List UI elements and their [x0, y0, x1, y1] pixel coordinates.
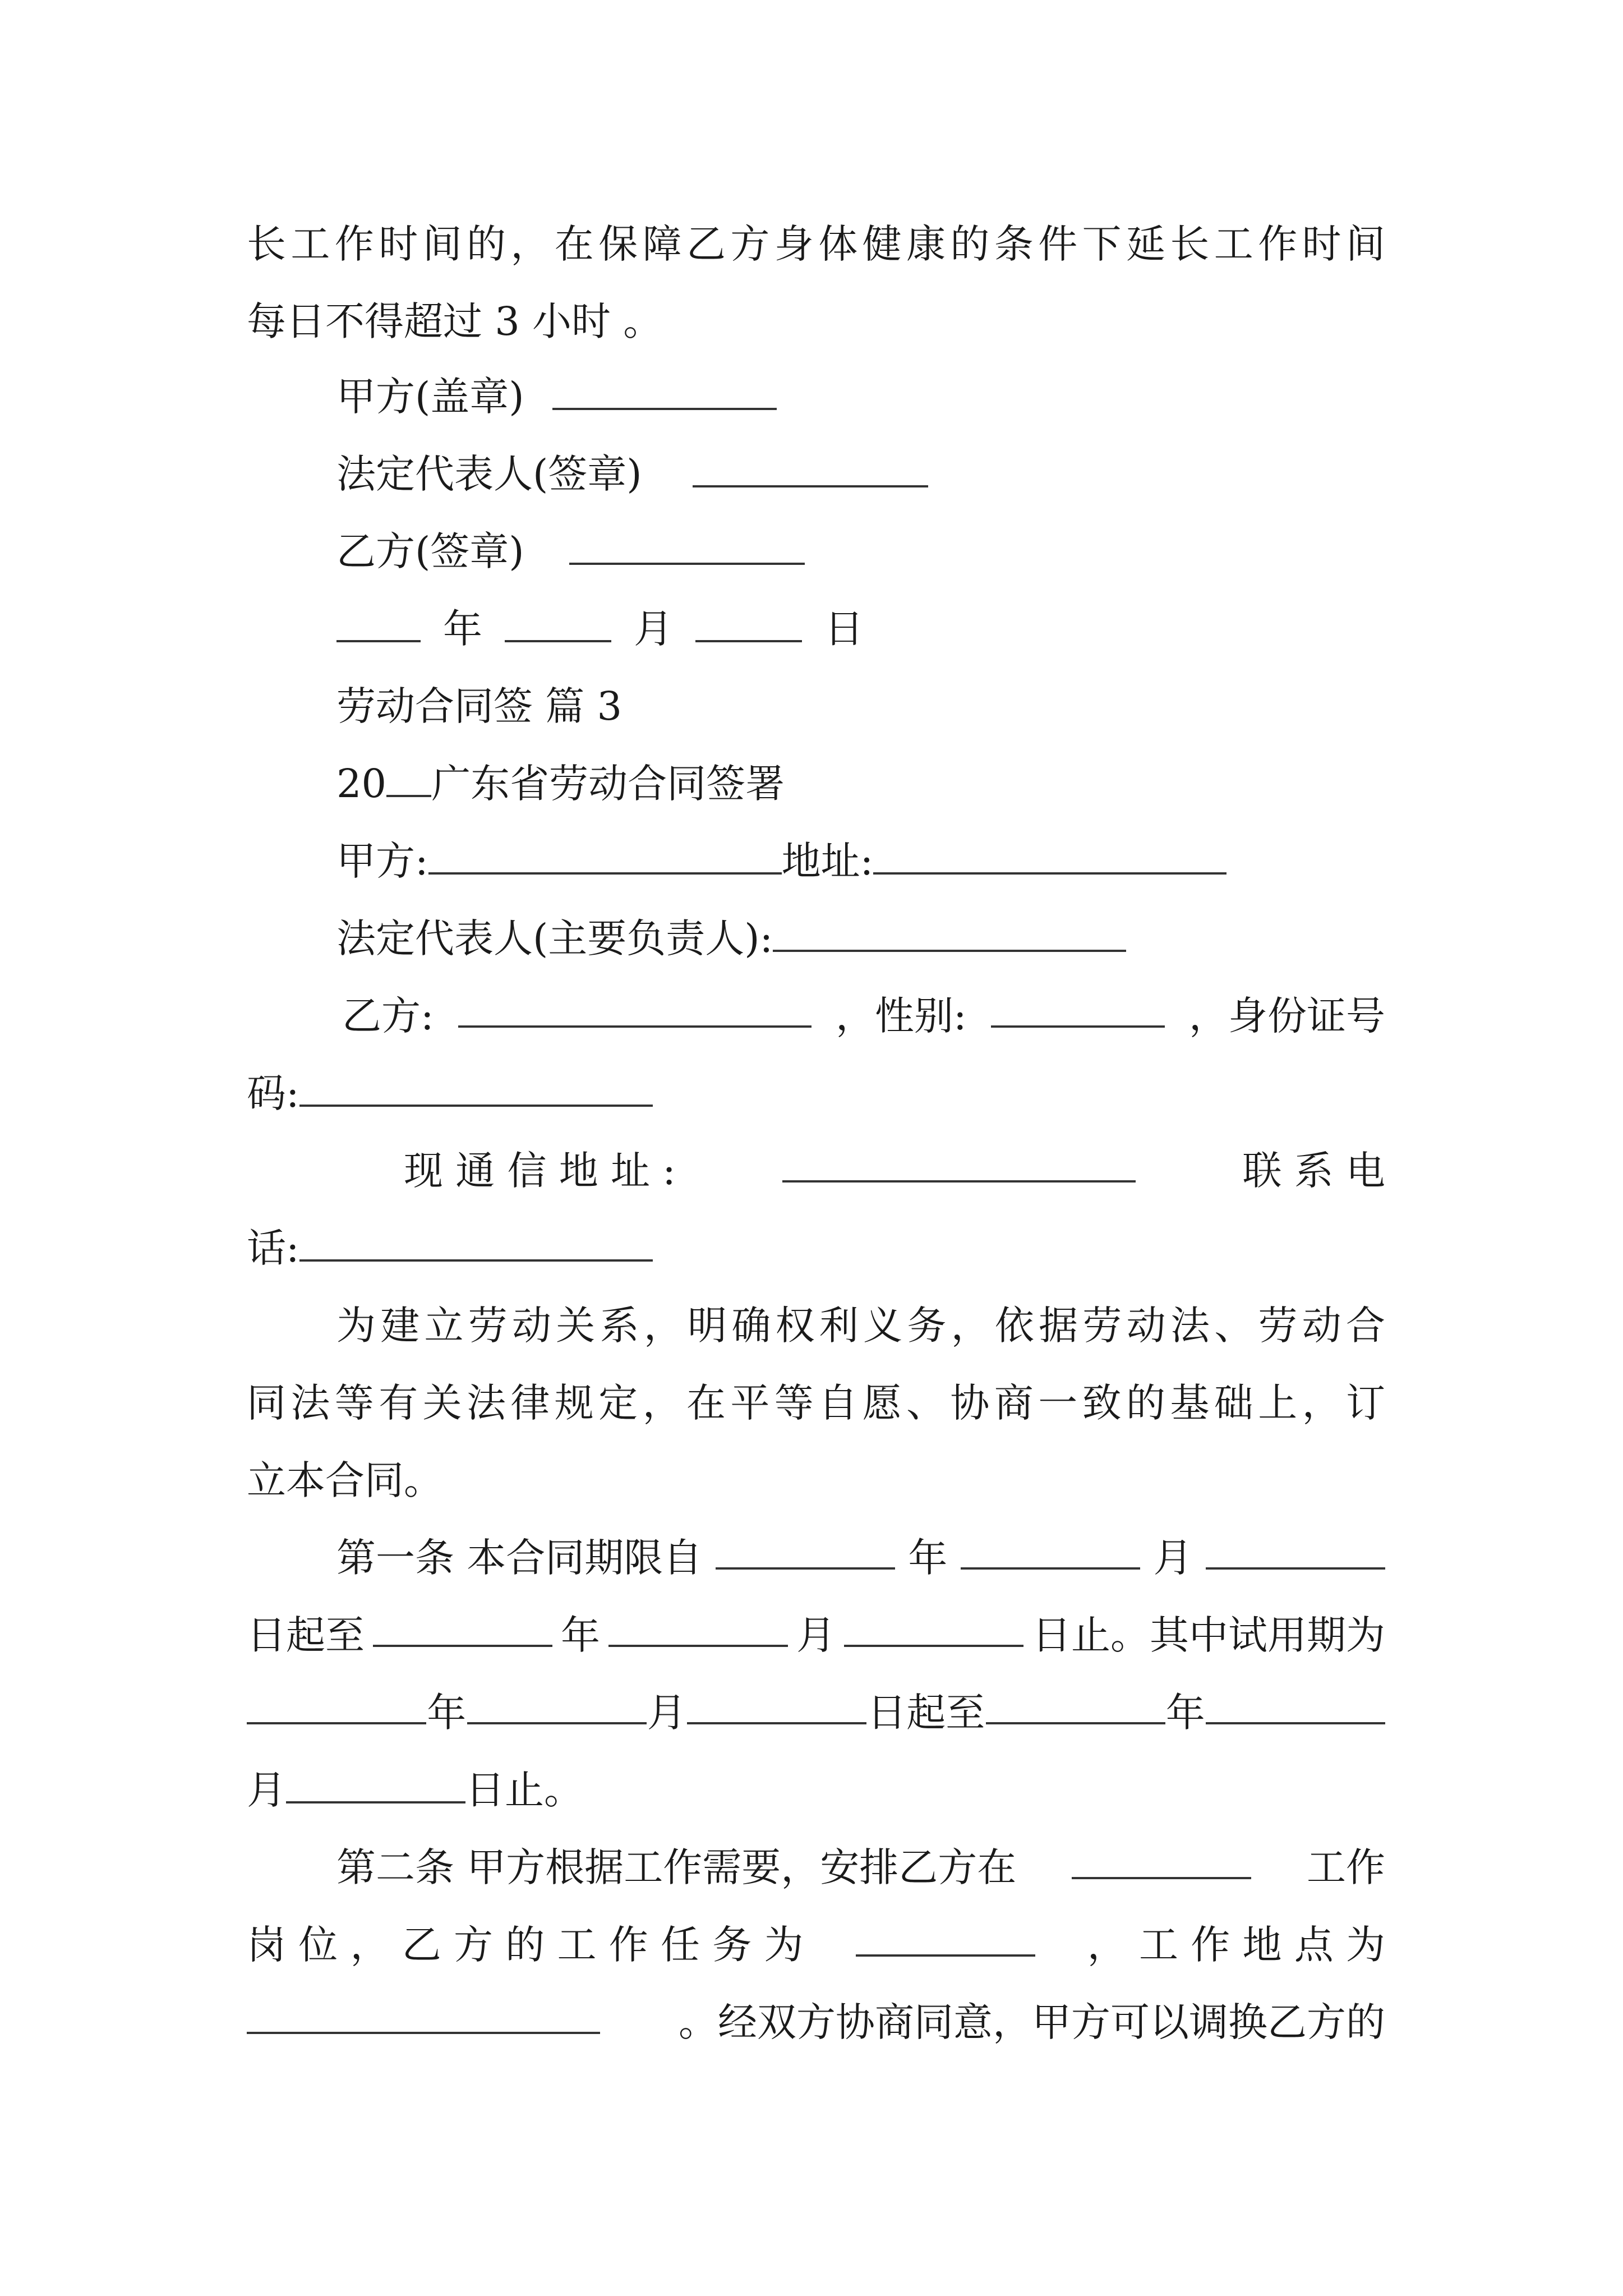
party-a-label: 甲方:: [336, 838, 428, 884]
article-1-line: [247, 1687, 1385, 1738]
blank-field: [1206, 1533, 1385, 1570]
signature-label: 甲方(盖章): [336, 374, 524, 420]
month-label: 月: [1153, 1535, 1193, 1581]
article-2-line: [247, 1920, 1385, 1970]
blank-field: [716, 1533, 895, 1570]
legal-rep-line: [336, 913, 1126, 964]
blank-field: [961, 1533, 1140, 1570]
id-number-label: ，身份证号: [1189, 993, 1385, 1039]
phone-label: 联 系 电: [1242, 1148, 1385, 1194]
signature-party-a: [336, 371, 777, 422]
party-b-label: 乙方:: [342, 993, 434, 1039]
blank-field: [693, 450, 928, 487]
blank-field: [373, 1610, 552, 1647]
year-label: 年: [1165, 1690, 1205, 1736]
article-2-line: [336, 1842, 1385, 1893]
id-number-cont: [247, 1068, 653, 1119]
blank-field: [991, 991, 1165, 1028]
end-label: 日止。: [465, 1767, 583, 1813]
date-line: [336, 604, 864, 654]
blank-field: [505, 605, 611, 642]
phone-cont: [247, 1223, 653, 1273]
blank-field: [467, 1687, 647, 1724]
blank-field: [552, 373, 777, 410]
article-2-line: [247, 1997, 1385, 2047]
from-label: 日起至: [247, 1612, 365, 1658]
from-label: 日起至: [867, 1690, 985, 1736]
agreement-text: 。经双方协商同意，甲方可以调换乙方的: [679, 1999, 1385, 2045]
blank-field: [386, 760, 431, 797]
party-a-line: [336, 836, 1227, 886]
blank-field: [844, 1610, 1023, 1647]
signature-label: 法定代表人(签章): [336, 451, 642, 497]
month-label: 月: [247, 1767, 286, 1813]
signature-label: 乙方(签章): [336, 528, 524, 574]
blank-field: [569, 528, 805, 565]
blank-field: [608, 1610, 788, 1647]
section-heading: 劳动合同签 篇 3: [336, 683, 623, 729]
party-b-line: [342, 991, 1385, 1041]
blank-field: [873, 838, 1227, 875]
month-label: 月: [647, 1690, 686, 1736]
blank-field: [299, 1070, 653, 1107]
blank-field: [247, 1687, 426, 1724]
subtitle-prefix: 20: [336, 761, 387, 807]
blank-field: [1072, 1842, 1251, 1879]
blank-field: [782, 1145, 1136, 1182]
year-label: 年: [561, 1612, 600, 1658]
blank-field: [986, 1687, 1165, 1724]
month-label: 月: [796, 1612, 836, 1658]
probation-label: 日止。其中试用期为: [1032, 1612, 1385, 1658]
text-line: 每日不得超过 3 小时 。: [247, 298, 663, 344]
paragraph-line: 为建立劳动关系，明确权利义务，依据劳动法、劳动合: [336, 1303, 1385, 1349]
blank-field: [299, 1225, 653, 1262]
article-1-line: [247, 1610, 1385, 1660]
mail-address-line: [404, 1145, 1385, 1196]
mail-address-label: 现 通 信 地 址 :: [404, 1148, 676, 1194]
gender-label: ，性别:: [836, 993, 967, 1039]
task-label: 岗 位 ， 乙 方 的 工 作 任 务 为: [247, 1922, 804, 1968]
blank-field: [687, 1687, 866, 1724]
blank-field: [428, 838, 782, 875]
article-1-line: [247, 1765, 583, 1815]
blank-field: [286, 1766, 465, 1803]
year-label: 年: [908, 1535, 948, 1581]
article-1-line: [336, 1533, 1385, 1583]
date-day-label: 日: [824, 606, 864, 652]
text-line: 长工作时间的，在保障乙方身体健康的条件下延长工作时间: [247, 221, 1385, 267]
work-label: 工作: [1307, 1844, 1385, 1890]
date-month-label: 月: [634, 606, 673, 652]
blank-field: [247, 1997, 600, 2034]
blank-field: [695, 605, 802, 642]
blank-field: [773, 915, 1126, 952]
signature-legal-rep: [336, 449, 928, 499]
year-label: 年: [427, 1690, 467, 1736]
phone-cont-label: 话:: [247, 1225, 299, 1271]
section-subtitle: [336, 758, 785, 809]
address-label: 地址:: [781, 838, 874, 884]
subtitle-text: 广东省劳动合同签署: [431, 761, 785, 807]
paragraph-line: 立本合同。: [247, 1457, 443, 1503]
date-year-label: 年: [443, 606, 482, 652]
blank-field: [856, 1920, 1035, 1957]
article-label: 第二条 甲方根据工作需要，安排乙方在: [336, 1844, 1017, 1890]
blank-field: [336, 605, 421, 642]
signature-party-b: [336, 526, 805, 577]
blank-field: [1206, 1687, 1385, 1724]
paragraph-line: 同法等有关法律规定，在平等自愿、协商一致的基础上，订: [247, 1380, 1385, 1426]
article-label: 第一条 本合同期限自: [336, 1535, 703, 1581]
blank-field: [458, 991, 811, 1028]
legal-rep-label: 法定代表人(主要负责人):: [336, 915, 773, 961]
location-label: ， 工 作 地 点 为: [1087, 1922, 1385, 1968]
id-cont-label: 码:: [247, 1070, 299, 1116]
